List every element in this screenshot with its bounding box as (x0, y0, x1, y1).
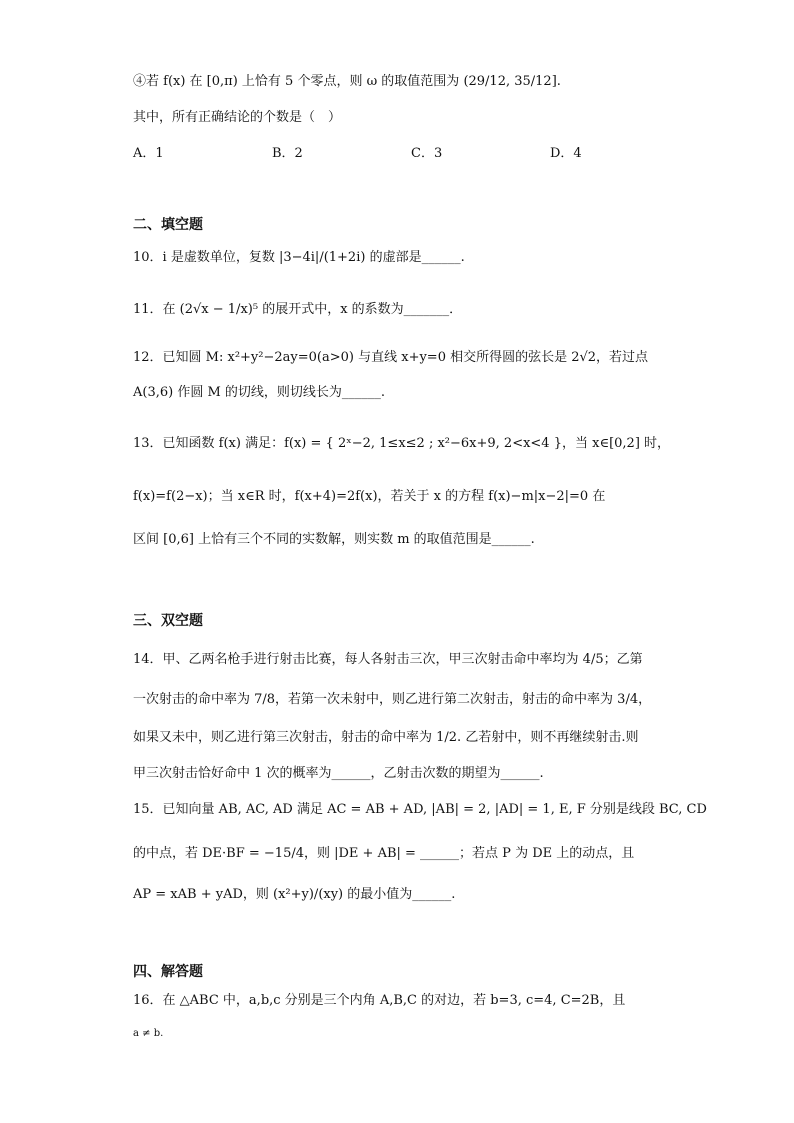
q9-option-b: B．2 (272, 146, 303, 161)
question-15-line3: AP = xAB + yAD，则 (x²+y)/(xy) 的最小值为______. (133, 887, 456, 902)
section-double-blank: 三、双空题 (133, 613, 203, 629)
question-16-line2: a ≠ b. (133, 1028, 164, 1039)
question-13-line2: f(x)=f(2−x)；当 x∈R 时，f(x+4)=2f(x)，若关于 x 的方程 f(x)−m|x−2|=0 在 (133, 489, 606, 504)
question-13-line3: 区间 [0,6] 上恰有三个不同的实数解，则实数 m 的取值范围是______. (133, 532, 535, 547)
question-13-line1: 13．已知函数 f(x) 满足：f(x) = { 2ˣ−2, 1≤x≤2 ; x²−6x+9, 2<x<4 }，当 x∈[0,2] 时， (133, 436, 671, 451)
question-10: 10．i 是虚数单位，复数 |3−4i|/(1+2i) 的虚部是______. (133, 250, 465, 265)
question-14-line1: 14．甲、乙两名枪手进行射击比赛，每人各射击三次，甲三次射击命中率均为 4/5；乙第 (133, 652, 643, 667)
question-12-line1: 12．已知圆 M: x²+y²−2ay=0(a>0) 与直线 x+y=0 相交所得圆的弦长是 2√2，若过点 (133, 350, 649, 365)
section-answer: 四、解答题 (133, 964, 203, 980)
q9-item4: ④若 f(x) 在 [0,π) 上恰有 5 个零点，则 ω 的取值范围为 (29/12, 35/12]. (133, 74, 561, 89)
question-12-line2: A(3,6) 作圆 M 的切线，则切线长为______. (133, 385, 386, 400)
q9-stem: 其中，所有正确结论的个数是（ ） (133, 110, 342, 125)
question-14-line3: 如果又未中，则乙进行第三次射击，射击的命中率为 1/2. 乙若射中，则不再继续射击.则 (133, 730, 639, 745)
section-fill-in: 二、填空题 (133, 217, 203, 233)
q9-option-c: C．3 (411, 146, 443, 161)
question-11: 11．在 (2√x − 1/x)⁵ 的展开式中，x 的系数为_______． (133, 302, 463, 317)
question-14-line2: 一次射击的命中率为 7/8，若第一次未射中，则乙进行第二次射击，射击的命中率为 3/4， (133, 692, 652, 707)
question-15-line2: 的中点，若 DE·BF = −15/4，则 |DE + AB| = ______；若点 P 为 DE 上的动点，且 (133, 846, 635, 861)
question-16-line1: 16．在 △ABC 中，a,b,c 分别是三个内角 A,B,C 的对边，若 b=3, c=4, C=2B，且 (133, 993, 626, 1008)
q9-option-a: A．1 (133, 146, 164, 161)
question-14-line4: 甲三次射击恰好命中 1 次的概率为______，乙射击次数的期望为______. (133, 766, 544, 781)
question-15-line1: 15．已知向量 AB, AC, AD 满足 AC = AB + AD, |AB| = 2, |AD| = 1, E, F 分别是线段 BC, CD (133, 802, 707, 817)
q9-option-d: D．4 (550, 146, 582, 161)
